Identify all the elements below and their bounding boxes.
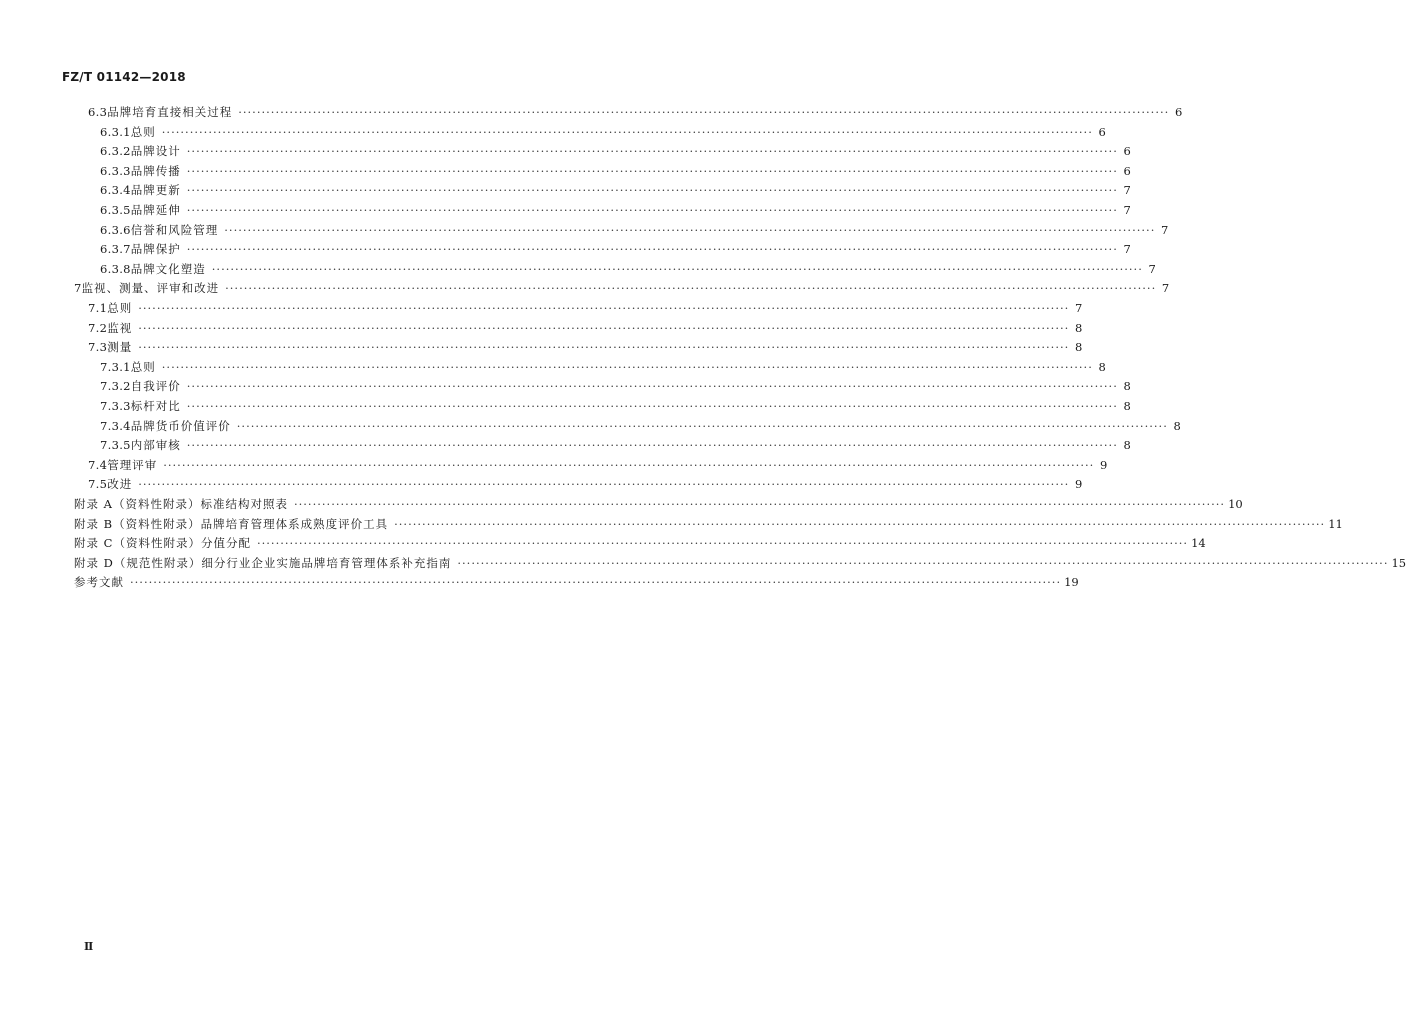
toc-entry-page: 9 — [1074, 477, 1083, 492]
toc-dot-leader: ········································································································································································································ — [161, 124, 1093, 139]
toc-entry-title: 品牌更新 — [130, 183, 181, 198]
toc-entry-number: 6.3.2 — [100, 144, 131, 159]
toc-entry[interactable] — [88, 102, 1183, 122]
toc-entry-number: 7.3 — [88, 340, 108, 355]
toc-entry-number: 6.3.6 — [100, 222, 131, 237]
toc-entry[interactable] — [100, 435, 1131, 455]
toc-entry-number: 7.1 — [88, 301, 108, 315]
toc-entry[interactable] — [88, 455, 1108, 475]
toc-entry-page: 8 — [1074, 340, 1083, 355]
toc-entry-number: 7.2 — [88, 320, 108, 335]
toc-dot-leader: ········································································································································································································ — [224, 222, 1156, 237]
toc-entry-title: 总则 — [107, 301, 133, 315]
toc-entry[interactable] — [100, 416, 1181, 436]
toc-dot-leader: ········································································································································································································ — [186, 379, 1118, 394]
toc-dot-leader: ········································································································································································································ — [238, 105, 1170, 119]
toc-entry-number: 6.3.5 — [100, 203, 131, 217]
toc-entry-title: 测量 — [107, 340, 133, 355]
toc-entry-title: 细分行业企业实施品牌培育管理体系补充指南 — [201, 555, 452, 570]
toc-entry-number: 7.3.3 — [100, 399, 131, 413]
toc-entry[interactable] — [74, 494, 1243, 514]
toc-entry-title: 品牌培育管理体系成熟度评价工具 — [200, 516, 389, 531]
toc-entry-title: 改进 — [107, 477, 133, 492]
toc-entry-page: 11 — [1328, 516, 1343, 531]
toc-entry[interactable] — [100, 376, 1131, 396]
toc-entry-title: 分值分配 — [200, 536, 251, 551]
toc-entry-page: 7 — [1148, 261, 1156, 276]
toc-entry[interactable] — [74, 572, 1079, 592]
toc-entry-title: 内部审核 — [130, 438, 181, 453]
toc-entry-page: 6 — [1174, 105, 1183, 119]
toc-entry-title: 监视 — [107, 320, 133, 335]
toc-entry-title: 品牌延伸 — [130, 203, 181, 217]
page-number: Ⅱ — [84, 940, 94, 953]
toc-entry-page: 6 — [1098, 124, 1106, 139]
toc-entry-title: 品牌货币价值评价 — [130, 418, 231, 433]
toc-entry-number: 6.3.1 — [100, 124, 131, 139]
toc-entry-title: 自我评价 — [130, 379, 181, 394]
toc-entry-number: 7.4 — [88, 457, 108, 472]
toc-entry[interactable] — [100, 122, 1106, 142]
toc-entry-page: 7 — [1123, 242, 1131, 257]
toc-entry-number: 6.3.3 — [100, 163, 131, 178]
toc-entry[interactable] — [100, 141, 1131, 161]
toc-entry[interactable] — [74, 514, 1343, 534]
toc-entry-page: 6 — [1123, 163, 1131, 178]
toc-dot-leader: ········································································································································································································ — [186, 242, 1118, 257]
toc-entry-title: 品牌传播 — [130, 163, 181, 178]
toc-entry-title: 标准结构对照表 — [200, 497, 288, 511]
toc-dot-leader: ········································································································································································································ — [163, 457, 1095, 472]
toc-dot-leader: ········································································································································································································ — [138, 340, 1070, 355]
toc-dot-leader: ········································································································································································································ — [186, 203, 1118, 217]
toc-dot-leader: ········································································································································································································ — [457, 555, 1389, 570]
toc-entry-number: 7.3.2 — [100, 379, 131, 394]
toc-entry[interactable] — [74, 533, 1206, 553]
toc-dot-leader: ········································································································································································································ — [211, 261, 1143, 276]
toc-entry[interactable] — [100, 200, 1131, 220]
toc-entry[interactable] — [88, 318, 1083, 338]
toc-entry[interactable] — [100, 239, 1131, 259]
toc-entry-number: 6.3.8 — [100, 261, 131, 276]
toc-entry[interactable] — [74, 553, 1406, 573]
toc-entry-page: 7 — [1123, 203, 1131, 217]
toc-entry-number: 附录 B（资料性附录） — [74, 516, 201, 531]
toc-dot-leader: ········································································································································································································ — [138, 320, 1070, 335]
toc-entry-page: 15 — [1391, 555, 1406, 570]
toc-entry-number: 7.5 — [88, 477, 108, 492]
toc-entry-page: 8 — [1123, 399, 1131, 413]
toc-entry[interactable] — [100, 220, 1169, 240]
toc-entry-title: 总则 — [130, 359, 156, 374]
toc-entry-number: 附录 A（资料性附录） — [74, 497, 201, 511]
toc-dot-leader: ········································································································································································································ — [186, 163, 1118, 178]
toc-entry-page: 7 — [1123, 183, 1131, 198]
toc-entry-page: 8 — [1173, 418, 1181, 433]
toc-entry-page: 14 — [1191, 536, 1206, 551]
toc-entry-title: 品牌文化塑造 — [130, 261, 206, 276]
toc-entry[interactable] — [88, 474, 1083, 494]
toc-dot-leader: ········································································································································································································ — [293, 497, 1226, 511]
toc-dot-leader: ········································································································································································································ — [186, 399, 1118, 413]
toc-entry-number: 参考文献 — [74, 575, 124, 590]
toc-entry-number: 7 — [74, 281, 82, 296]
toc-entry-page: 19 — [1064, 575, 1079, 590]
toc-entry-page: 10 — [1228, 497, 1243, 511]
toc-entry[interactable] — [100, 396, 1131, 416]
toc-entry-number: 7.3.4 — [100, 418, 131, 433]
toc-entry-title: 监视、测量、评审和改进 — [81, 281, 220, 296]
toc-entry-page: 8 — [1123, 379, 1131, 394]
toc-entry-number: 7.3.1 — [100, 359, 131, 374]
toc-dot-leader: ········································································································································································································ — [130, 575, 1062, 590]
toc-entry[interactable] — [100, 161, 1131, 181]
toc-entry-page: 8 — [1123, 438, 1131, 453]
toc-entry[interactable] — [88, 337, 1083, 357]
document-code: FZ/T 01142—2018 — [62, 70, 186, 84]
toc-entry-number: 6.3 — [88, 105, 108, 119]
toc-entry-title: 品牌设计 — [130, 144, 181, 159]
toc-dot-leader: ········································································································································································································ — [256, 536, 1189, 551]
toc-entry-page: 8 — [1098, 359, 1106, 374]
toc-entry-title: 品牌培育直接相关过程 — [107, 105, 233, 119]
toc-entry-page: 7 — [1074, 301, 1083, 315]
toc-entry-title: 标杆对比 — [130, 399, 181, 413]
toc-dot-leader: ········································································································································································································ — [186, 183, 1118, 198]
toc-entry[interactable] — [100, 357, 1106, 377]
toc-dot-leader: ········································································································································································································ — [236, 418, 1168, 433]
toc-entry-title: 品牌保护 — [130, 242, 181, 257]
toc-entry[interactable] — [88, 298, 1083, 318]
toc-dot-leader: ········································································································································································································ — [138, 301, 1070, 315]
toc-entry-title: 管理评审 — [107, 457, 158, 472]
toc-dot-leader: ········································································································································································································ — [161, 359, 1093, 374]
toc-entry-page: 7 — [1161, 222, 1169, 237]
toc-entry-title: 信誉和风险管理 — [130, 222, 219, 237]
toc-entry-number: 6.3.7 — [100, 242, 131, 257]
toc-entry-number: 6.3.4 — [100, 183, 131, 198]
toc-dot-leader: ········································································································································································································ — [186, 438, 1118, 453]
toc-entry-number: 附录 C（资料性附录） — [74, 536, 201, 551]
toc-dot-leader: ········································································································································································································ — [186, 144, 1118, 159]
toc-entry[interactable] — [100, 180, 1131, 200]
toc-entry-title: 总则 — [130, 124, 156, 139]
toc-entry-page: 6 — [1123, 144, 1131, 159]
toc-entry-page: 8 — [1074, 320, 1083, 335]
toc-entry-page: 9 — [1099, 457, 1108, 472]
toc-entry-page: 7 — [1161, 281, 1170, 296]
toc-dot-leader: ········································································································································································································ — [225, 281, 1157, 296]
toc-entry-number: 附录 D（规范性附录） — [74, 555, 202, 570]
toc-entry[interactable] — [100, 259, 1156, 279]
toc-entry[interactable] — [74, 278, 1170, 298]
toc-dot-leader: ········································································································································································································ — [138, 477, 1070, 492]
toc-dot-leader: ········································································································································································································ — [394, 516, 1326, 531]
toc-entry-number: 7.3.5 — [100, 438, 131, 453]
